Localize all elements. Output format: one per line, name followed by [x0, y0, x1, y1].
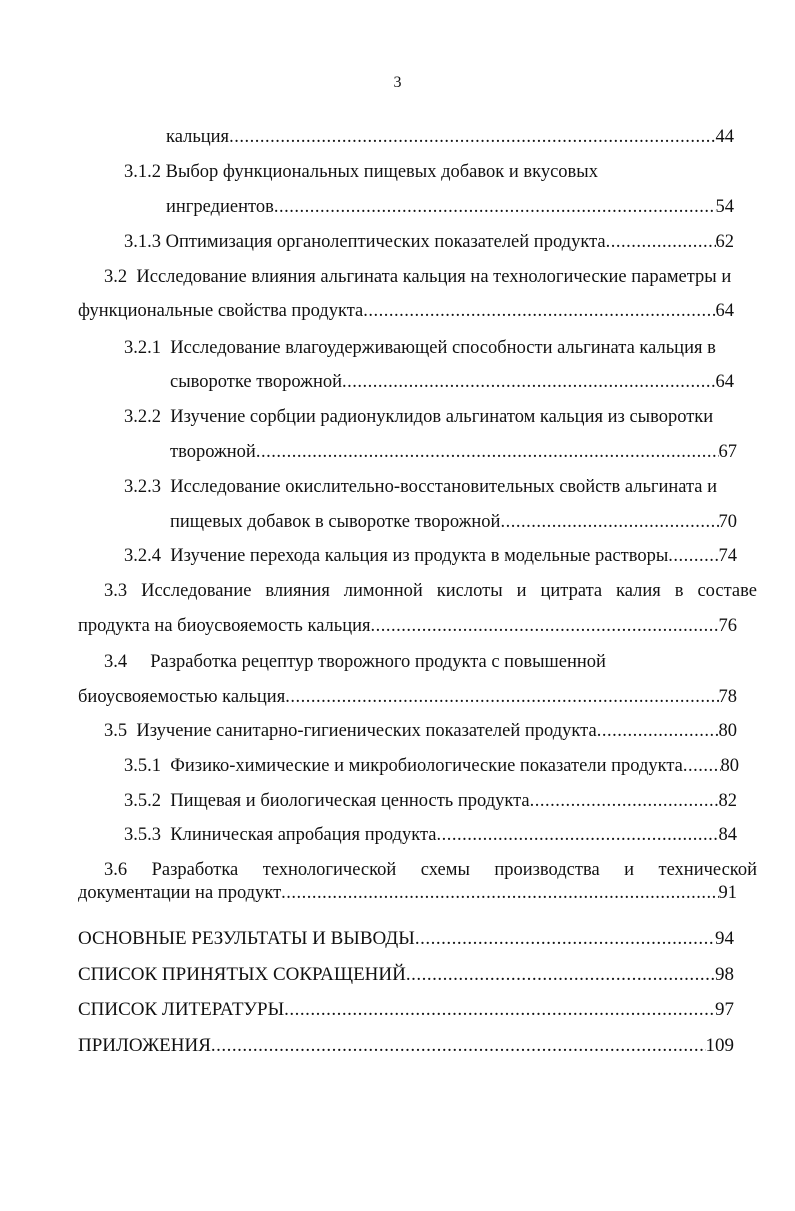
toc-entry-text: Исследование влияния альгината кальция на технологические параметры и [136, 267, 732, 287]
toc-entry-3-1-2[interactable] [124, 159, 744, 185]
toc-section-number: 3.5 [104, 721, 128, 741]
leader-dots [406, 962, 715, 988]
leader-dots [668, 543, 718, 569]
toc-section-number: 3.1.2 [124, 162, 161, 182]
toc-page-number: 74 [718, 546, 737, 566]
toc-word: лимонной [343, 581, 423, 601]
toc-word: технологической [262, 860, 397, 880]
toc-entry-appendices[interactable] [78, 1033, 734, 1059]
toc-page-number: 54 [715, 197, 734, 217]
toc-page-number: 97 [715, 999, 734, 1020]
toc-page-number: 82 [718, 791, 737, 811]
toc-entry-text: Клиническая апробация продукта [170, 825, 437, 845]
leader-dots [597, 718, 719, 744]
toc-entry-text: кальция [166, 127, 230, 147]
toc-section-number: 3.2.2 [124, 407, 161, 427]
toc-word: цитрата [540, 581, 603, 601]
toc-entry-text: СПИСОК ПРИНЯТЫХ СОКРАЩЕНИЙ [78, 964, 406, 985]
toc-entry-3-5-1[interactable] [124, 753, 739, 779]
leader-dots [530, 788, 719, 814]
toc-entry-3-2-1-cont[interactable] [170, 369, 734, 395]
toc-entry-text: биоусвояемостью кальция [78, 687, 286, 707]
toc-section-number: 3.5.2 [124, 791, 161, 811]
toc-page-number: 94 [715, 928, 734, 949]
toc-section-number: 3.2 [104, 267, 128, 287]
toc-section-number: 3.2.4 [124, 546, 161, 566]
toc-section-number: 3.1.3 [124, 232, 161, 252]
toc-section-number: 3.6 [104, 860, 128, 880]
toc-entry-3-2-cont[interactable] [78, 298, 734, 324]
toc-entry-text: Изучение сорбции радионуклидов альгинатом кальция из сыворотки [170, 407, 714, 427]
toc-page-number: 44 [715, 127, 734, 147]
toc-entry-text: ПРИЛОЖЕНИЯ [78, 1035, 211, 1056]
toc-entry-text: СПИСОК ЛИТЕРАТУРЫ [78, 999, 285, 1020]
toc-entry-3-2-4[interactable] [124, 543, 737, 569]
toc-entry-text: пищевых добавок в сыворотке творожной [170, 512, 501, 532]
toc-page-number: 76 [718, 616, 737, 636]
toc-entry-3-3[interactable] [104, 578, 757, 604]
toc-entry-text: творожной [170, 442, 256, 462]
toc-word: схемы [420, 860, 470, 880]
toc-word: и [624, 860, 635, 880]
toc-section-number: 3.5.1 [124, 756, 161, 776]
toc-page-number: 98 [715, 964, 734, 985]
toc-word: и [516, 581, 527, 601]
toc-entry-3-1-1-cont[interactable] [166, 124, 734, 150]
toc-page-number: 84 [718, 825, 737, 845]
toc-word: производства [494, 860, 600, 880]
toc-section-number: 3.2.1 [124, 338, 161, 358]
toc-word: технической [658, 860, 757, 880]
toc-page-number: 67 [718, 442, 737, 462]
toc-entry-text: Разработка рецептур творожного продукта с повышенной [150, 652, 606, 672]
toc-entry-3-2-1[interactable] [124, 335, 749, 361]
leader-dots [211, 1033, 706, 1059]
toc-entry-3-1-3[interactable] [124, 229, 734, 255]
toc-page-number: 64 [715, 372, 734, 392]
toc-word: в [674, 581, 684, 601]
toc-entry-3-2-2-cont[interactable] [170, 439, 737, 465]
toc-entry-3-2-2[interactable] [124, 404, 749, 430]
toc-word: влияния [265, 581, 330, 601]
toc-entry-3-1-2-cont[interactable] [166, 194, 734, 220]
toc-page-number: 70 [718, 512, 737, 532]
toc-word: калия [616, 581, 661, 601]
toc-section-number: 3.5.3 [124, 825, 161, 845]
toc-entry-literature[interactable] [78, 997, 734, 1023]
leader-dots [363, 298, 715, 324]
toc-word: кислоты [436, 581, 503, 601]
toc-word: Разработка [151, 860, 239, 880]
toc-entry-text: функциональные свойства продукта [78, 301, 364, 321]
leader-dots [256, 439, 719, 465]
toc-entry-3-5-3[interactable] [124, 822, 737, 848]
toc-entry-text: сыворотке творожной [170, 372, 343, 392]
toc-entry-text: ОСНОВНЫЕ РЕЗУЛЬТАТЫ И ВЫВОДЫ [78, 928, 415, 949]
toc-entry-3-3-cont[interactable] [78, 613, 737, 639]
toc-entry-3-2-3-cont[interactable] [170, 509, 737, 535]
toc-entry-text: Изучение перехода кальция из продукта в модельные растворы [170, 546, 669, 566]
toc-page-number: 64 [715, 301, 734, 321]
toc-entry-text: Исследование влагоудерживающей способности альгината кальция в [170, 338, 716, 358]
toc-entry-3-2[interactable] [104, 264, 759, 290]
leader-dots [500, 509, 718, 535]
toc-section-number: 3.2.3 [124, 477, 161, 497]
leader-dots [415, 926, 715, 952]
toc-entry-text: Изучение санитарно-гигиенических показателей продукта [136, 721, 597, 741]
toc-word: составе [697, 581, 757, 601]
leader-dots [437, 822, 719, 848]
leader-dots [281, 880, 718, 906]
leader-dots [285, 684, 718, 710]
leader-dots [683, 753, 721, 779]
leader-dots [606, 229, 716, 255]
leader-dots [274, 194, 716, 220]
toc-entry-text: Выбор функциональных пищевых добавок и вкусовых [165, 162, 598, 182]
toc-word: Исследование [141, 581, 252, 601]
toc-entry-text: документации на продукт [78, 883, 282, 903]
leader-dots [284, 997, 715, 1023]
toc-entry-text: Физико-химические и микробиологические показатели продукта [170, 756, 683, 776]
page-number: 3 [393, 74, 402, 91]
leader-dots [371, 613, 719, 639]
toc-entry-3-5-2[interactable] [124, 788, 737, 814]
toc-page-number: 78 [718, 687, 737, 707]
toc-entry-abbreviations[interactable] [78, 962, 734, 988]
toc-entry-text: Исследование окислительно-восстановительных свойств альгината и [170, 477, 718, 497]
toc-entry-results[interactable] [78, 926, 734, 952]
toc-entry-text: Оптимизация органолептических показателей продукта [165, 232, 606, 252]
toc-entry-3-6-cont[interactable] [78, 880, 737, 906]
toc-entry-3-5[interactable] [104, 718, 737, 744]
toc-entry-text: ингредиентов [166, 197, 274, 217]
toc-entry-3-4-cont[interactable] [78, 684, 737, 710]
toc-section-number: 3.4 [104, 652, 128, 672]
toc-entry-3-4[interactable] [104, 649, 734, 675]
toc-page-number: 80 [720, 756, 739, 776]
toc-page-number: 109 [705, 1035, 734, 1056]
toc-page-number: 62 [715, 232, 734, 252]
toc-page-number: 80 [718, 721, 737, 741]
leader-dots [229, 124, 715, 150]
toc-entry-3-2-3[interactable] [124, 474, 749, 500]
toc-section-number: 3.3 [104, 581, 128, 601]
toc-page-number: 91 [718, 883, 737, 903]
toc-entry-text: продукта на биоусвояемость кальция [78, 616, 371, 636]
leader-dots [342, 369, 715, 395]
toc-entry-text: Пищевая и биологическая ценность продукта [170, 791, 530, 811]
